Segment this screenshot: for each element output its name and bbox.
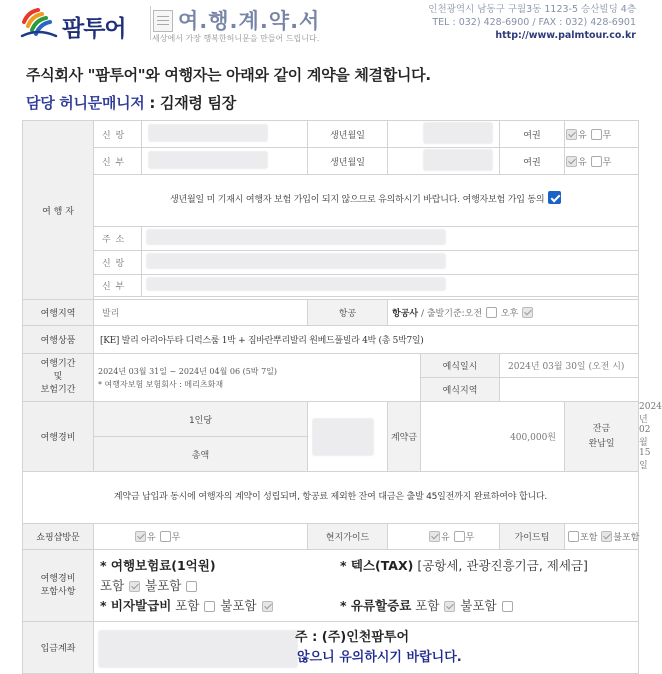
shopping-label: 쇼핑샵방문 (23, 524, 94, 550)
departure-basis: / 출발기준:오전 (420, 309, 483, 319)
wedding-place-label: 예식지역 (421, 378, 500, 402)
pm-label: 오후 (500, 309, 519, 319)
redacted-bride-birth (423, 149, 493, 171)
guide-options (388, 524, 500, 550)
insurer-note: * 여행자보험 보험회사 : 메리츠화재 (98, 379, 224, 389)
region-value: 발리 (94, 300, 308, 326)
period-label (23, 354, 94, 402)
inclusion-line-1 (100, 556, 632, 576)
balance-label-2: 완납일 (588, 438, 615, 449)
contract-document-icon (153, 10, 173, 32)
redacted-cost (312, 418, 374, 456)
header (0, 0, 650, 48)
row-bride (23, 148, 639, 175)
deposit-value: 400,000원 (421, 402, 565, 472)
bride-passport-yes-label: 유 (578, 157, 587, 168)
inclusion-label-2: 포함사항 (40, 586, 76, 597)
account-holder: 주 : (주)인천팜투어 (295, 629, 410, 645)
period-label-3: 보험기간 (40, 385, 76, 395)
visa-excl-checkbox[interactable] (262, 601, 273, 612)
fuel-incl-checkbox[interactable] (444, 601, 455, 612)
balance-label-1: 잔금 (592, 423, 611, 434)
document-title: 여.행.계.약.서 (178, 9, 321, 33)
row-cost-notice (23, 472, 639, 524)
bank-content (98, 628, 638, 668)
shopping-yes-label: 유 (147, 533, 156, 543)
row-inclusions (23, 550, 639, 622)
air-cell (388, 300, 639, 326)
groom-passport-yes-checkbox[interactable] (566, 129, 577, 140)
visa-excl-label: 불포함 (220, 597, 257, 613)
inclusion-line-2 (100, 576, 632, 596)
tip-incl-checkbox[interactable] (568, 531, 579, 542)
redacted-groom2 (146, 253, 446, 269)
tax-label: * 텍스(TAX) (340, 557, 414, 573)
wedding-date-value: 2024년 03월 30일 (오전 시) (500, 354, 639, 378)
bride2-cell[interactable] (142, 275, 639, 297)
guide-no-checkbox[interactable] (454, 531, 465, 542)
traveler-section-label: 여 행 자 (23, 121, 94, 300)
am-checkbox[interactable] (486, 307, 497, 318)
guide-no-label: 무 (465, 533, 475, 543)
groom2-cell[interactable] (142, 251, 639, 275)
groom-passport-label: 여권 (500, 121, 565, 148)
period-label-1: 여행기간 (40, 359, 76, 369)
contract-intro: 주식회사 "팜투어"와 여행자는 아래와 같이 계약을 체결합니다. (26, 66, 431, 84)
company-url[interactable]: http://www.palmtour.co.kr (495, 30, 636, 41)
logo[interactable] (18, 4, 148, 44)
period-value: 2024년 03월 31일 ~ 2024년 04월 06 (5박 7일) (98, 366, 278, 376)
groom-birth-cell[interactable] (388, 121, 500, 148)
ins-fee-incl-checkbox[interactable] (129, 581, 140, 592)
groom-passport-no-label: 무 (602, 130, 612, 141)
ins-fee-excl-checkbox[interactable] (186, 581, 197, 592)
visa-incl-label: 포함 (175, 597, 200, 613)
row-groom-2 (23, 251, 639, 275)
address-label: 주 소 (94, 227, 142, 251)
deposit-label: 계약금 (388, 402, 421, 472)
bride-passport-options (565, 148, 639, 175)
pm-checkbox[interactable] (522, 307, 533, 318)
groom-birth-label: 생년월일 (308, 121, 388, 148)
address-cell[interactable] (142, 227, 639, 251)
company-address: 인천광역시 남동구 구월3동 1123-5 승산빌딩 4층 (428, 4, 636, 15)
row-product (23, 326, 639, 354)
guide-yes-checkbox[interactable] (429, 531, 440, 542)
insurance-agree-checkbox[interactable] (548, 191, 561, 204)
slogan: 세상에서 가장 행복한허니문을 만들어 드립니다. (152, 34, 320, 43)
inclusion-cell (94, 550, 639, 622)
bride-passport-no-label: 무 (602, 157, 612, 168)
shopping-no-checkbox[interactable] (160, 531, 171, 542)
row-region (23, 300, 639, 326)
tax-detail: [공항세, 관광진흥기금, 제세금] (417, 557, 588, 573)
fuel-label: * 유류할증료 (340, 597, 412, 613)
row-address (23, 227, 639, 251)
groom-passport-options (565, 121, 639, 148)
groom-passport-no-checkbox[interactable] (591, 129, 602, 140)
manager-label: 담당 허니문매니저 (26, 94, 145, 112)
shopping-options (94, 524, 308, 550)
inclusion-label-1: 여행경비 (40, 573, 76, 584)
bride-passport-no-checkbox[interactable] (591, 156, 602, 167)
product-value: [KE] 발리 아리아두타 디럭스룸 1박 + 짐바란뿌리발리 원베드풀빌라 4박 (총 5박7일) (94, 326, 639, 354)
shopping-no-label: 무 (171, 533, 181, 543)
manager-value: : 김재령 팀장 (149, 94, 236, 112)
bride2-label: 신 부 (94, 275, 142, 297)
balance-label (565, 402, 639, 472)
row-bride-2 (23, 275, 639, 297)
inclusion-line-3 (100, 596, 632, 616)
period-cell (94, 354, 421, 402)
fuel-excl-label: 불포함 (460, 597, 497, 613)
redacted-bride-name (148, 151, 268, 169)
wedding-date-label: 예식일시 (421, 354, 500, 378)
redacted-bride2 (146, 277, 446, 291)
airline-label: 항공사 (392, 309, 419, 319)
fuel-incl-label: 포함 (415, 597, 440, 613)
bride-birth-label: 생년월일 (308, 148, 388, 175)
bride-passport-yes-checkbox[interactable] (566, 156, 577, 167)
guide-yes-label: 유 (441, 533, 450, 543)
insurance-fee-block (100, 556, 340, 576)
redacted-groom-birth (423, 122, 493, 144)
cost-amount-cell[interactable] (308, 402, 388, 472)
per-person-label: 1인당 (94, 402, 308, 437)
tip-incl-label: 포함 (580, 533, 598, 543)
tip-label: 가이드팁 (500, 524, 565, 550)
cost-label: 여행경비 (23, 402, 94, 472)
row-cost-1: 여행경비 1인당 계약금 400,000원 잔금 완납일 2024년 02월 15일 (23, 402, 639, 437)
row-options (23, 524, 639, 550)
header-divider (150, 6, 151, 40)
insurance-notice-text: 생년월일 미 기재시 여행자 보험 가입이 되지 않으므로 유의하시기 바랍니다. 여행자보험 가입 동의 (169, 195, 545, 205)
insurance-notice-cell (94, 175, 639, 227)
row-groom (23, 121, 639, 148)
groom-name-cell[interactable] (142, 121, 308, 148)
bank-cell (94, 622, 639, 674)
bride-birth-cell[interactable] (388, 148, 500, 175)
redacted-account (98, 630, 298, 668)
tip-excl-label: 불포함 (613, 533, 640, 543)
row-insurance-notice (23, 175, 639, 227)
row-bank (23, 622, 639, 674)
visa-label: * 비자발급비 (100, 597, 172, 613)
fuel-excl-checkbox[interactable] (502, 601, 513, 612)
bride-name-cell[interactable] (142, 148, 308, 175)
ins-fee-excl-label: 불포함 (145, 577, 182, 593)
region-label: 여행지역 (23, 300, 94, 326)
row-period-1 (23, 354, 639, 378)
bank-notice: 않으니 유의하시기 바랍니다. (297, 649, 462, 665)
tip-excl-checkbox[interactable] (601, 531, 612, 542)
air-label: 항공 (308, 300, 388, 326)
groom-passport-yes-label: 유 (578, 130, 587, 141)
visa-block (100, 596, 340, 616)
logo-text: 팜투어 (62, 16, 126, 42)
company-contact (428, 3, 636, 42)
bank-label-text: 입금계좌 (40, 644, 76, 654)
visa-incl-checkbox[interactable] (204, 601, 215, 612)
shopping-yes-checkbox[interactable] (135, 531, 146, 542)
company-phone-fax: TEL : 032) 428-6900 / FAX : 032) 428-6901 (432, 17, 636, 28)
total-label: 총액 (94, 437, 308, 472)
fuel-block (340, 596, 514, 616)
bride-label: 신 부 (94, 148, 142, 175)
bank-label (23, 622, 94, 674)
insurance-fee-label: * 여행보험료(1억원) (100, 557, 216, 573)
product-label: 여행상품 (23, 326, 94, 354)
tip-options (565, 524, 639, 550)
groom-label: 신 랑 (94, 121, 142, 148)
ins-fee-incl-label: 포함 (100, 577, 125, 593)
period-label-2: 및 (53, 372, 63, 382)
guide-label: 현지가이드 (308, 524, 388, 550)
inclusion-label (23, 550, 94, 622)
groom2-label: 신 랑 (94, 251, 142, 275)
palm-logo-icon (18, 6, 62, 42)
tax-block (340, 556, 588, 576)
contract-table (22, 120, 662, 674)
manager-line (26, 92, 236, 113)
cost-notice: 계약금 납입과 동시에 여행자의 계약이 성립되며, 항공료 제외한 잔여 대금은 출발 45일전까지 완료하여야 합니다. (23, 472, 639, 524)
bride-passport-label: 여권 (500, 148, 565, 175)
wedding-place-value[interactable] (500, 378, 639, 402)
redacted-address (146, 229, 446, 245)
redacted-groom-name (148, 124, 268, 142)
